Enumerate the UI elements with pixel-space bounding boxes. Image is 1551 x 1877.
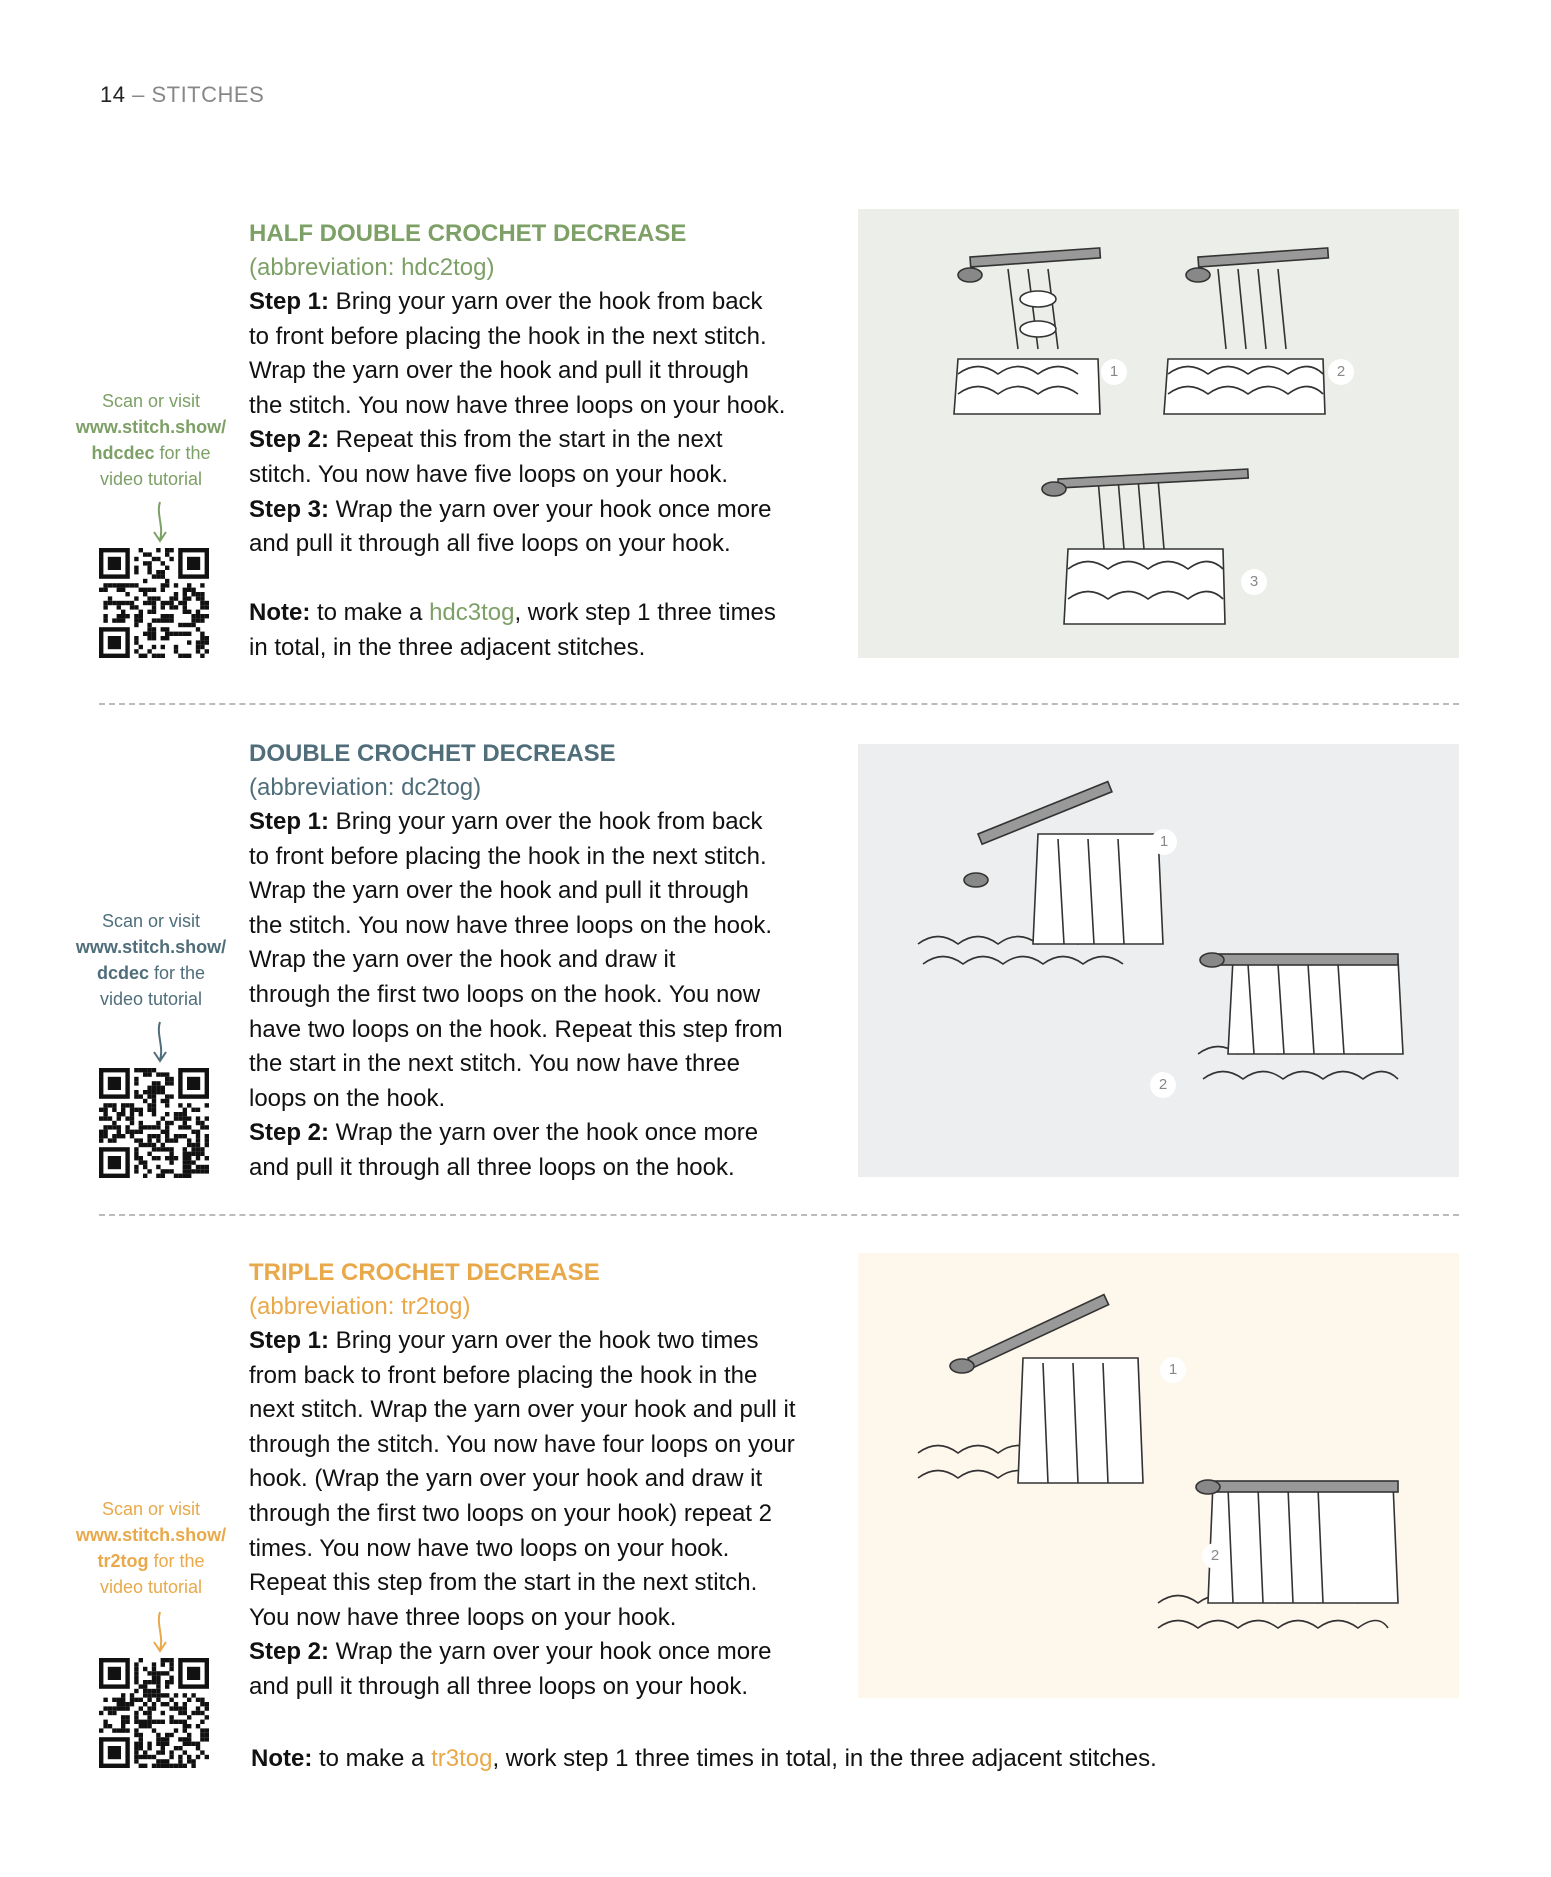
- illustration-panel-tr2tog: [858, 1253, 1459, 1698]
- step-badge: 3: [1241, 569, 1267, 595]
- video-code[interactable]: tr2tog: [97, 1551, 149, 1571]
- section-name: STITCHES: [151, 82, 265, 107]
- down-arrow-icon: [150, 1610, 170, 1654]
- instructions-dc2tog: Step 1: Bring your yarn over the hook from back to front before placing the hook in the next stitch. Wrap the yarn over the hook and pull it through the stitch. You now have three loops on the hook. Wrap the yarn over the hook and draw it through the first two loops on the hook. You now have two loops on the hook. Repeat this step from the start in the next stitch. You now have three loops on the hook. Step 2: Wrap the yarn over the hook once more and pull it through all three loops on the hook.: [249, 808, 783, 1181]
- note-tr3tog: Note: to make a tr3tog, work step 1 three times in total, in the three adjacent stitches.: [251, 1745, 1157, 1772]
- video-code[interactable]: hdcdec: [91, 443, 155, 463]
- step-badge: 1: [1160, 1357, 1186, 1383]
- page-number: 14: [100, 82, 126, 107]
- video-url[interactable]: www.stitch.show/: [75, 1525, 227, 1545]
- tr2tog-diagram: [858, 1253, 1459, 1698]
- abbreviation-hdc2tog: (abbreviation: hdc2tog): [249, 254, 495, 281]
- video-url[interactable]: www.stitch.show/: [75, 937, 227, 957]
- video-code[interactable]: dcdec: [96, 963, 149, 983]
- note-hdc3tog: Note: to make a hdc3tog, work step 1 three times: [249, 599, 776, 627]
- illustration-panel-hdc2tog: [858, 209, 1459, 658]
- section-divider: [99, 703, 1459, 705]
- qr-code-icon[interactable]: [99, 1658, 209, 1768]
- video-callout-dcdec: Scan or visit www.stitch.show/ dcdec for the video tutorial: [75, 911, 227, 1009]
- section-divider: [99, 1214, 1459, 1216]
- down-arrow-icon: [150, 1020, 170, 1064]
- running-header: [100, 82, 264, 108]
- link-tr3tog[interactable]: tr3tog: [431, 1745, 493, 1772]
- video-callout-hdcdec: Scan or visit www.stitch.show/ hdcdec for the video tutorial: [75, 391, 227, 489]
- step-badge: 2: [1202, 1543, 1228, 1569]
- video-callout-tr2tog: Scan or visit www.stitch.show/ tr2tog for the video tutorial: [75, 1499, 227, 1597]
- step-badge: 1: [1151, 829, 1177, 855]
- hdc2tog-diagram: [858, 209, 1459, 658]
- instructions-hdc2tog: Step 1: Bring your yarn over the hook from back to front before placing the hook in the next stitch. Wrap the yarn over the hook and pull it through the stitch. You now have three loops on your hook. Step 2: Repeat this from the start in the next stitch. You now have five loops on your hook. Step 3: Wrap the yarn over your hook once more and pull it through all five loops on your hook. Note: to make a hdc3tog, work step 1 three times in total, in the three adjacent stitches.: [249, 288, 786, 661]
- qr-code-icon[interactable]: [99, 548, 209, 658]
- dc2tog-diagram: [858, 744, 1459, 1177]
- down-arrow-icon: [150, 500, 170, 544]
- header-separator: –: [125, 82, 152, 107]
- step-badge: 1: [1101, 359, 1127, 385]
- step-badge: 2: [1328, 359, 1354, 385]
- step-badge: 2: [1150, 1072, 1176, 1098]
- link-hdc3tog[interactable]: hdc3tog: [429, 599, 515, 627]
- abbreviation-dc2tog: (abbreviation: dc2tog): [249, 774, 482, 801]
- abbreviation-tr2tog: (abbreviation: tr2tog): [249, 1293, 471, 1320]
- illustration-panel-dc2tog: [858, 744, 1459, 1177]
- section-title-tr2tog: TRIPLE CROCHET DECREASE: [249, 1259, 600, 1286]
- instructions-tr2tog: Step 1: Bring your yarn over the hook two times from back to front before placing the hook in the next stitch. Wrap the yarn over your hook and pull it through the stitch. You now have four loops on your hook. (Wrap the yarn over your hook and draw it through the first two loops on your hook) repeat 2 times. You now have two loops on your hook. Repeat this step from the start in the next stitch. You now have three loops on your hook. Step 2: Wrap the yarn over your hook once more and pull it through all three loops on your hook.: [249, 1327, 796, 1700]
- qr-code-icon[interactable]: [99, 1068, 209, 1178]
- section-title-hdc2tog: HALF DOUBLE CROCHET DECREASE: [249, 220, 687, 247]
- section-title-dc2tog: DOUBLE CROCHET DECREASE: [249, 740, 616, 767]
- video-url[interactable]: www.stitch.show/: [75, 417, 227, 437]
